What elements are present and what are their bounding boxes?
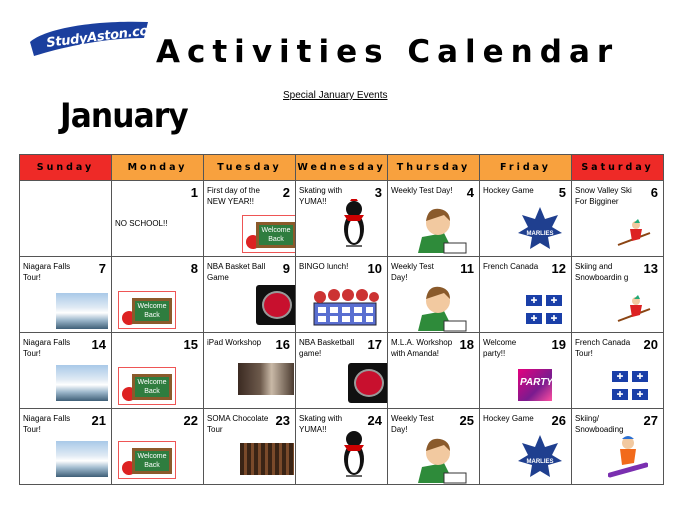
day-number: 10 xyxy=(367,261,382,276)
weekday-header-row xyxy=(20,155,664,181)
day-number: 9 xyxy=(282,261,290,276)
day-number: 1 xyxy=(190,185,198,200)
day-cell-2[interactable] xyxy=(204,181,296,257)
skier-icon xyxy=(616,295,652,325)
welcome-board-text: Welcome Back xyxy=(132,448,172,474)
student-studying-icon xyxy=(414,203,470,255)
day-cell-6[interactable] xyxy=(572,181,664,257)
header-thursday: Thursday xyxy=(388,155,480,181)
quebec-flag-icon: ✚ xyxy=(632,389,648,400)
event-text: Niagara Falls Tour! xyxy=(23,262,71,282)
event-text: First day of the NEW YEAR!! xyxy=(207,186,260,206)
day-number: 2 xyxy=(282,185,290,200)
quebec-flag-icon: ✚ xyxy=(526,295,542,306)
marlies-label: MARLIES xyxy=(526,459,554,465)
week-row-3 xyxy=(20,333,664,409)
day-number: 23 xyxy=(275,413,290,428)
day-number: 19 xyxy=(551,337,566,352)
day-cell-20[interactable] xyxy=(572,333,664,409)
day-cell-8[interactable] xyxy=(112,257,204,333)
week-row-1 xyxy=(20,181,664,257)
welcome-board-text: Welcome Back xyxy=(132,374,172,400)
day-cell-22[interactable] xyxy=(112,409,204,485)
event-text: Skating with YUMA!! xyxy=(299,186,343,206)
week-row-2 xyxy=(20,257,664,333)
quebec-flags-image xyxy=(612,371,648,405)
day-cell-13[interactable] xyxy=(572,257,664,333)
week-row-4 xyxy=(20,409,664,485)
day-cell-19[interactable] xyxy=(480,333,572,409)
day-cell-27[interactable] xyxy=(572,409,664,485)
header-monday: Monday xyxy=(112,155,204,181)
day-number: 3 xyxy=(374,185,382,200)
day-number: 25 xyxy=(459,413,474,428)
day-number: 12 xyxy=(551,261,566,276)
party-image xyxy=(518,369,552,401)
day-cell-12[interactable] xyxy=(480,257,572,333)
niagara-falls-photo xyxy=(56,441,108,477)
event-text: French Canada Tour! xyxy=(575,338,631,358)
welcome-back-board-image xyxy=(118,441,176,479)
day-cell-21[interactable] xyxy=(20,409,112,485)
student-studying-icon xyxy=(414,433,470,485)
welcome-back-board-image xyxy=(242,215,296,253)
snowboarder-icon xyxy=(608,435,648,481)
welcome-board-text: Welcome Back xyxy=(132,298,172,324)
header-tuesday: Tuesday xyxy=(204,155,296,181)
welcome-back-board-image xyxy=(118,291,176,329)
marlies-logo-icon xyxy=(516,433,564,479)
event-text: SOMA Chocolate Tour xyxy=(207,414,269,434)
day-cell-4[interactable] xyxy=(388,181,480,257)
day-number: 6 xyxy=(650,185,658,200)
studyaston-logo[interactable] xyxy=(26,18,163,58)
raptors-logo-image xyxy=(256,285,296,325)
quebec-flag-icon: ✚ xyxy=(546,295,562,306)
event-text: Hockey Game xyxy=(483,414,534,423)
day-number: 21 xyxy=(91,413,106,428)
day-number: 20 xyxy=(643,337,658,352)
event-text: Niagara Falls Tour! xyxy=(23,414,71,434)
raptors-ball-icon xyxy=(354,369,384,397)
day-cell-1[interactable] xyxy=(112,181,204,257)
event-text: Weekly Test Day! xyxy=(391,414,434,434)
day-cell-3[interactable] xyxy=(296,181,388,257)
event-text: NO SCHOOL!! xyxy=(115,219,168,228)
day-number: 13 xyxy=(643,261,658,276)
welcome-back-board-image xyxy=(118,367,176,405)
student-studying-icon xyxy=(414,281,470,333)
welcome-board-text: Welcome Back xyxy=(256,222,296,248)
logo-text: StudyAston.com xyxy=(45,22,163,51)
party-label: PARTY xyxy=(520,377,553,388)
penguin-skating-icon xyxy=(340,199,368,249)
marlies-logo-icon xyxy=(516,205,564,251)
event-text: BINGO lunch! xyxy=(299,262,349,271)
event-text: NBA Basket Ball Game xyxy=(207,262,266,282)
day-cell-14[interactable] xyxy=(20,333,112,409)
day-cell-24[interactable] xyxy=(296,409,388,485)
page-title: Activities Calendar xyxy=(156,34,620,70)
day-cell-16[interactable] xyxy=(204,333,296,409)
quebec-flags-image xyxy=(526,295,562,329)
day-cell-23[interactable] xyxy=(204,409,296,485)
header-wednesday: Wednesday xyxy=(296,155,388,181)
header-saturday: Saturday xyxy=(572,155,664,181)
event-text: M.L.A. Workshop with Amanda! xyxy=(391,338,453,358)
quebec-flag-icon: ✚ xyxy=(546,313,562,324)
calendar-table xyxy=(19,154,664,485)
quebec-flag-icon: ✚ xyxy=(526,313,542,324)
day-number: 18 xyxy=(459,337,474,352)
raptors-logo-image xyxy=(348,363,388,403)
day-cell-26[interactable] xyxy=(480,409,572,485)
day-number: 8 xyxy=(190,261,198,276)
day-number: 5 xyxy=(558,185,566,200)
event-text: Weekly Test Day! xyxy=(391,186,453,195)
day-cell-9[interactable] xyxy=(204,257,296,333)
bingo-card-icon xyxy=(310,287,380,327)
day-number: 26 xyxy=(551,413,566,428)
day-number: 17 xyxy=(367,337,382,352)
day-cell-11[interactable] xyxy=(388,257,480,333)
day-number: 14 xyxy=(91,337,106,352)
month-heading: January xyxy=(60,96,188,136)
day-cell-7[interactable] xyxy=(20,257,112,333)
event-text: Skiing/ Snowboading xyxy=(575,414,624,434)
day-cell-5[interactable] xyxy=(480,181,572,257)
day-number: 11 xyxy=(460,261,474,276)
chocolate-photo xyxy=(240,443,294,475)
marlies-label: MARLIES xyxy=(526,231,554,237)
header-friday: Friday xyxy=(480,155,572,181)
day-number: 7 xyxy=(98,261,106,276)
day-cell-10[interactable] xyxy=(296,257,388,333)
day-cell-18[interactable] xyxy=(388,333,480,409)
event-text: Hockey Game xyxy=(483,186,534,195)
day-number: 22 xyxy=(183,413,198,428)
day-number: 15 xyxy=(183,337,198,352)
event-text: Skating with YUMA!! xyxy=(299,414,343,434)
event-text: Welcome party!! xyxy=(483,338,517,358)
event-text: Snow Valley Ski For Bigginer xyxy=(575,186,632,206)
header-sunday: Sunday xyxy=(20,155,112,181)
day-cell-25[interactable] xyxy=(388,409,480,485)
quebec-flag-icon: ✚ xyxy=(612,371,628,382)
day-number: 27 xyxy=(643,413,658,428)
day-number: 16 xyxy=(275,337,290,352)
raptors-ball-icon xyxy=(262,291,292,319)
day-cell-15[interactable] xyxy=(112,333,204,409)
day-cell-empty xyxy=(20,181,112,257)
day-number: 24 xyxy=(367,413,382,428)
day-number: 4 xyxy=(466,185,474,200)
quebec-flag-icon: ✚ xyxy=(632,371,648,382)
event-text: Weekly Test Day! xyxy=(391,262,434,282)
niagara-falls-photo xyxy=(56,293,108,329)
event-text: iPad Workshop xyxy=(207,338,262,347)
event-text: NBA Basketball game! xyxy=(299,338,355,358)
event-text: Niagara Falls Tour! xyxy=(23,338,71,358)
event-text: French Canada xyxy=(483,262,539,271)
day-cell-17[interactable] xyxy=(296,333,388,409)
penguin-skating-icon xyxy=(340,429,368,479)
ipad-workshop-photo xyxy=(238,363,294,395)
special-events-link[interactable]: Special January Events xyxy=(283,90,388,101)
quebec-flag-icon: ✚ xyxy=(612,389,628,400)
event-text: Skiing and Snowboardin g xyxy=(575,262,629,282)
niagara-falls-photo xyxy=(56,365,108,401)
skier-icon xyxy=(616,219,652,249)
